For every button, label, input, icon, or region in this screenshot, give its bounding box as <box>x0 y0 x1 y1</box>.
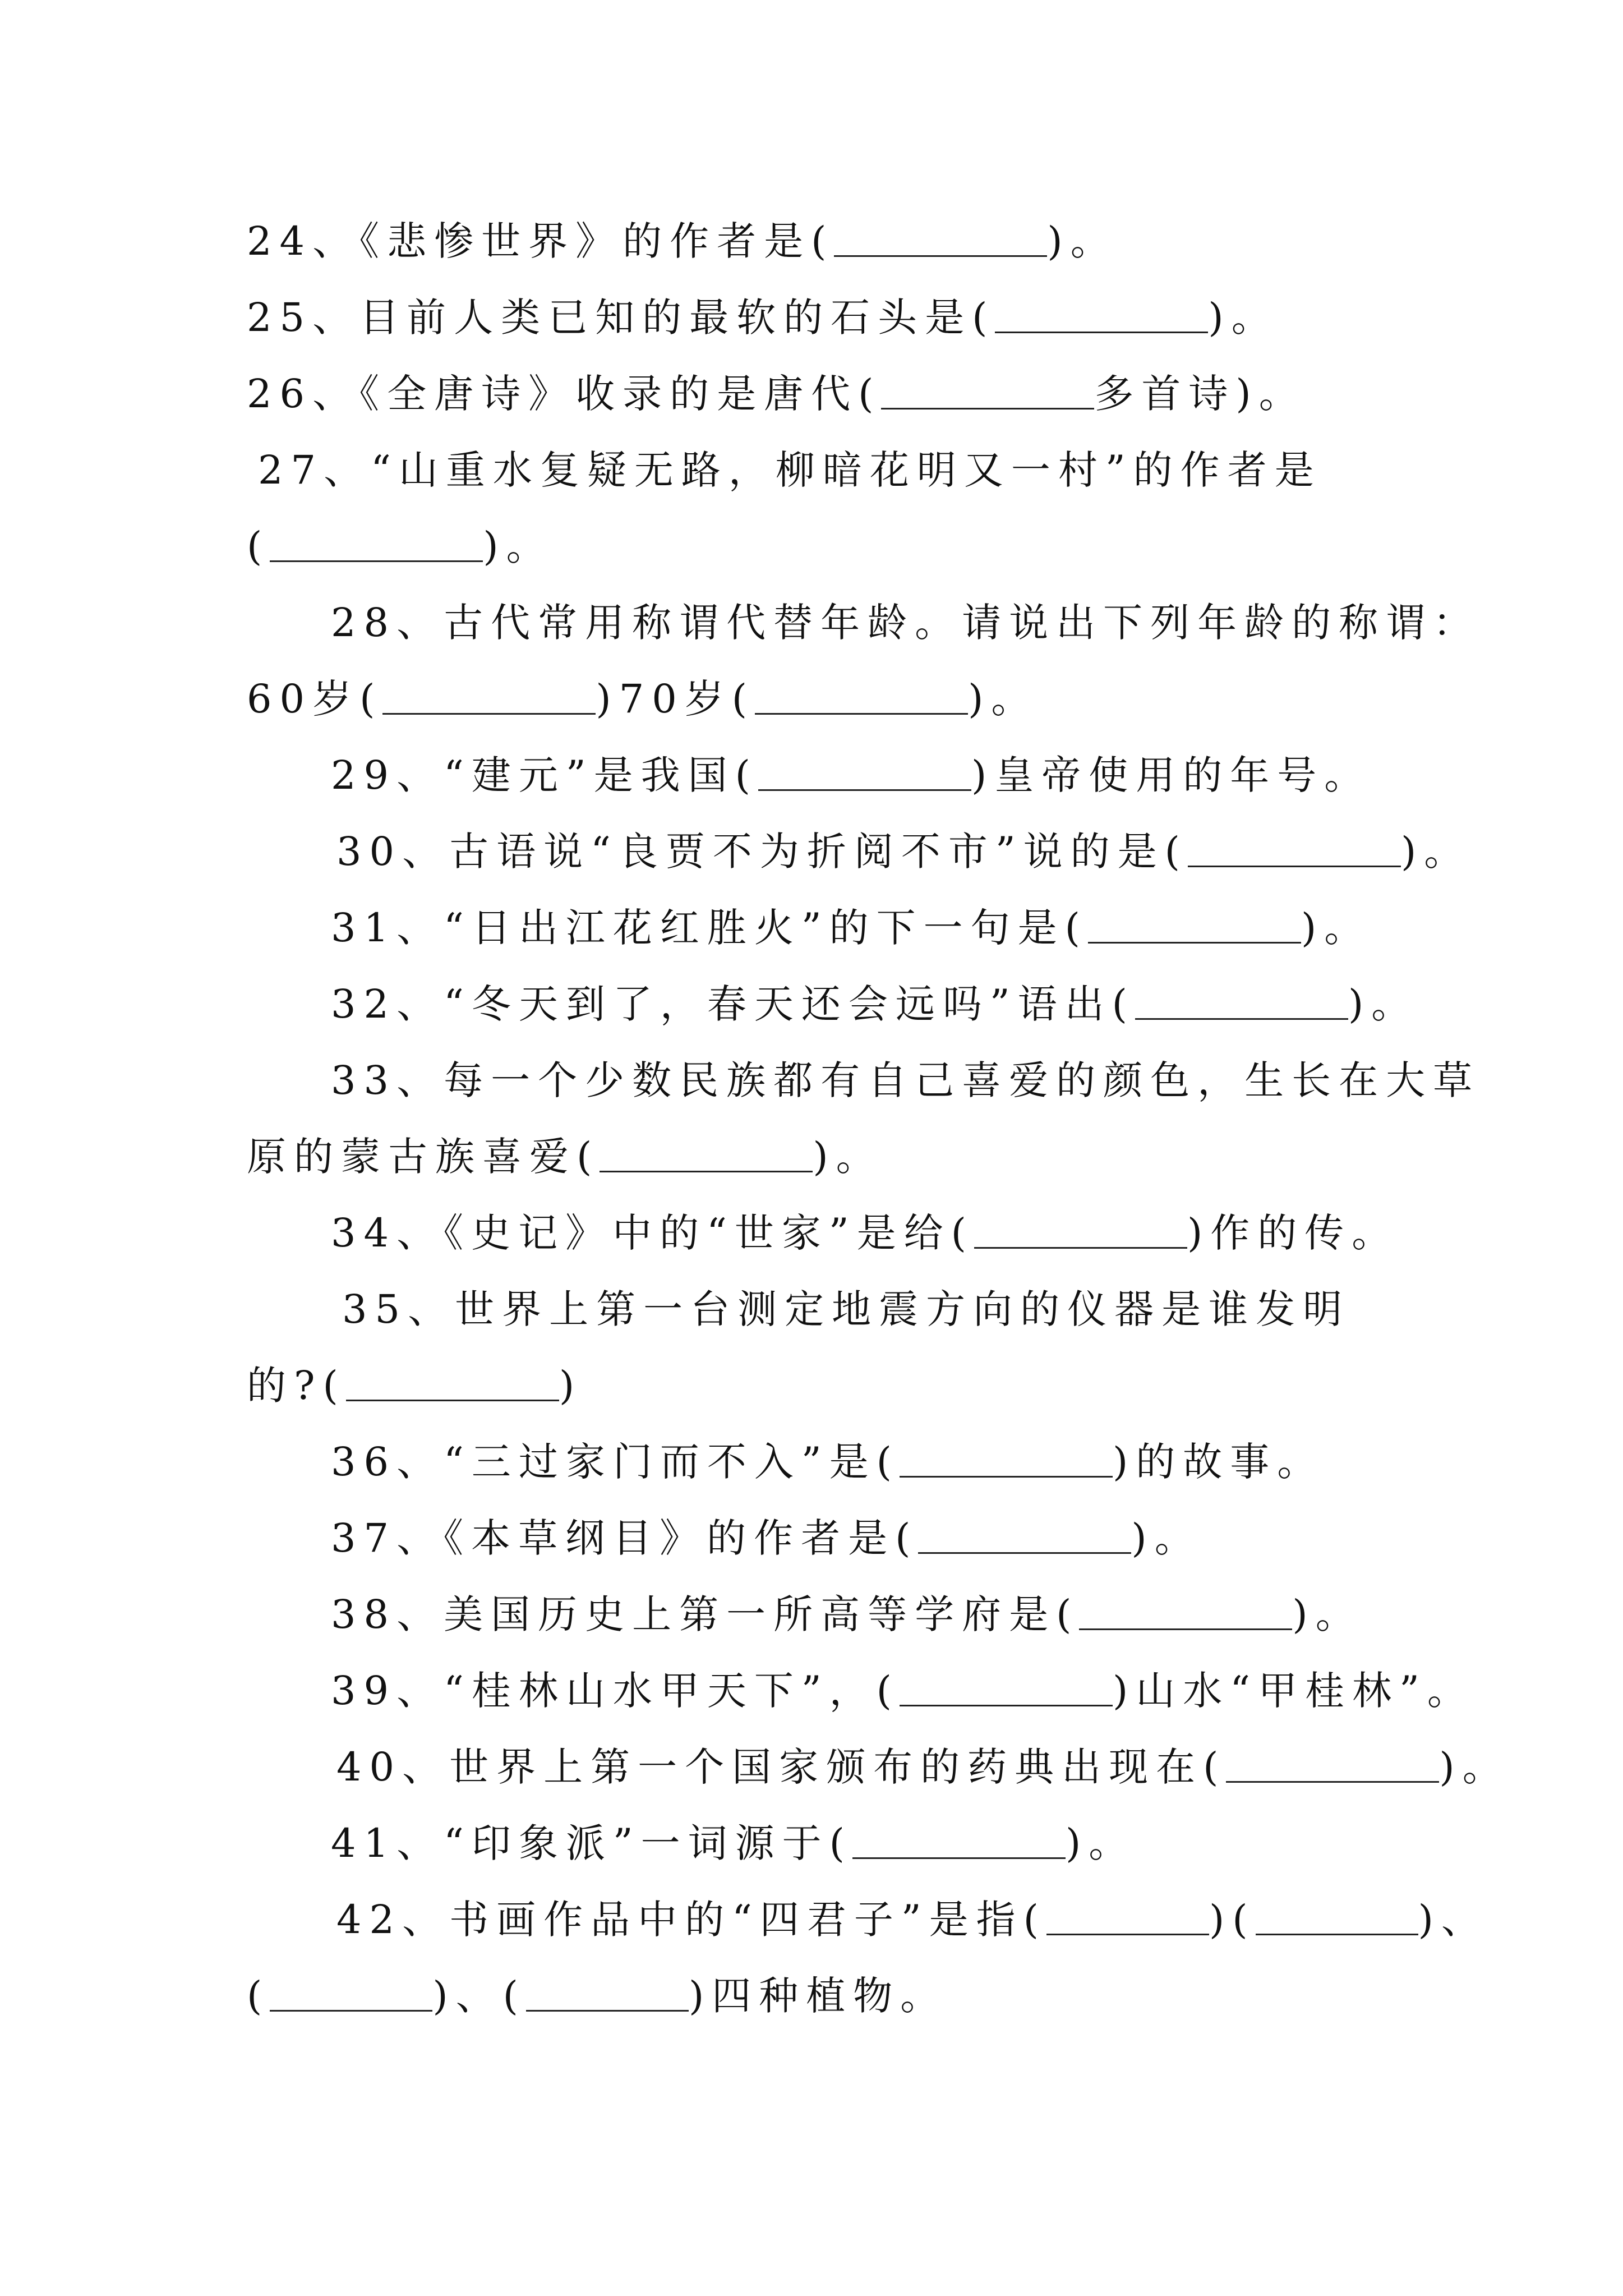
answer-blank[interactable] <box>995 298 1208 333</box>
question-text: )70岁( <box>596 676 755 722</box>
question-text: 60岁( <box>247 676 383 722</box>
question-text: 34、《史记》中的“世家”是给( <box>331 1210 974 1256</box>
question-33-line1 <box>331 1042 1481 1119</box>
answer-blank[interactable] <box>881 374 1094 409</box>
question-text: )。 <box>1208 295 1279 341</box>
question-text: 35、世界上第一台测定地震方向的仪器是谁发明 <box>342 1286 1350 1332</box>
question-42-line2 <box>247 1958 1391 2034</box>
question-26 <box>247 356 1391 432</box>
question-28-line1 <box>331 585 1481 661</box>
answer-blank[interactable] <box>270 527 483 562</box>
question-text: )、 <box>1418 1897 1488 1943</box>
question-text: )。 <box>1065 1820 1136 1866</box>
answer-blank[interactable] <box>758 756 971 791</box>
question-text: )。 <box>968 676 1039 722</box>
answer-blank[interactable] <box>1188 832 1401 867</box>
answer-blank[interactable] <box>1046 1900 1209 1935</box>
question-text: 38、美国历史上第一所高等学府是( <box>331 1591 1080 1637</box>
question-text: 26、《全唐诗》收录的是唐代( <box>247 371 882 417</box>
question-25 <box>247 279 1391 356</box>
question-28-line2 <box>247 661 1391 737</box>
question-text: )山水“甲桂林”。 <box>1112 1668 1474 1714</box>
question-text: 39、“桂林山水甲天下”，( <box>331 1668 900 1714</box>
question-36 <box>331 1424 1475 1500</box>
answer-blank[interactable] <box>526 1976 689 2012</box>
question-text: ( <box>247 1973 270 2019</box>
question-text: 28、古代常用称谓代替年龄。请说出下列年龄的称谓： <box>331 600 1481 646</box>
question-text: 的?( <box>247 1363 346 1409</box>
question-text: )的故事。 <box>1112 1439 1325 1485</box>
question-35-line1 <box>342 1271 1486 1347</box>
question-text: 41、“印象派”一词源于( <box>331 1820 852 1866</box>
question-text: 37、《本草纲目》的作者是( <box>331 1515 919 1561</box>
question-text: )。 <box>1400 829 1472 875</box>
question-text: )。 <box>813 1134 883 1180</box>
answer-blank[interactable] <box>346 1366 559 1401</box>
question-27-line2 <box>247 508 1391 585</box>
question-27-line1 <box>258 432 1402 508</box>
question-text: )。 <box>1047 218 1118 264</box>
answer-blank[interactable] <box>1088 908 1301 944</box>
question-text: 40、世界上第一个国家颁布的药典出现在( <box>336 1744 1227 1790</box>
answer-blank[interactable] <box>1135 984 1348 1020</box>
question-text: 32、“冬天到了，春天还会远吗”语出( <box>331 981 1135 1027</box>
question-38 <box>331 1576 1475 1653</box>
question-text: )。 <box>1301 905 1372 951</box>
question-text: )、( <box>432 1973 526 2019</box>
question-text: ) <box>559 1363 583 1409</box>
answer-blank[interactable] <box>1256 1900 1418 1935</box>
answer-blank[interactable] <box>918 1519 1131 1554</box>
question-text: 36、“三过家门而不入”是( <box>331 1439 900 1485</box>
question-text: 33、每一个少数民族都有自己喜爱的颜色，生长在大草 <box>331 1057 1481 1103</box>
question-34 <box>331 1195 1475 1271</box>
answer-blank[interactable] <box>1226 1747 1439 1783</box>
question-39 <box>331 1653 1475 1729</box>
question-text: )。 <box>1131 1515 1202 1561</box>
question-text: 31、“日出江花红胜火”的下一句是( <box>331 905 1088 951</box>
question-text: )四种植物。 <box>688 1973 948 2019</box>
answer-blank[interactable] <box>382 679 596 715</box>
question-text: ( <box>247 523 270 569</box>
question-29 <box>331 737 1475 813</box>
question-text: 原的蒙古族喜爱( <box>247 1134 600 1180</box>
question-40 <box>336 1729 1510 1805</box>
question-text: 42、书画作品中的“四君子”是指( <box>336 1897 1046 1943</box>
answer-blank[interactable] <box>600 1137 813 1172</box>
question-text: )。 <box>483 523 554 569</box>
question-text: )作的传。 <box>1187 1210 1399 1256</box>
question-41 <box>331 1805 1475 1881</box>
question-text: 24、《悲惨世界》的作者是( <box>247 218 834 264</box>
question-42-line1 <box>336 1881 1488 1958</box>
answer-blank[interactable] <box>755 679 968 715</box>
question-text: 29、“建元”是我国( <box>331 752 758 798</box>
question-text: )( <box>1209 1897 1256 1943</box>
question-24 <box>247 203 1391 279</box>
answer-blank[interactable] <box>1079 1595 1292 1630</box>
question-text: )。 <box>1348 981 1419 1027</box>
question-33-line2 <box>247 1119 1391 1195</box>
question-text: )皇帝使用的年号。 <box>971 752 1372 798</box>
question-text: 多首诗)。 <box>1094 371 1306 417</box>
question-32 <box>331 966 1475 1042</box>
question-text: 27、“山重水复疑无路，柳暗花明又一村”的作者是 <box>258 447 1322 493</box>
question-text: 25、目前人类已知的最软的石头是( <box>247 295 995 341</box>
question-35-line2 <box>247 1347 1391 1424</box>
question-37 <box>331 1500 1475 1576</box>
answer-blank[interactable] <box>270 1976 432 2012</box>
answer-blank[interactable] <box>834 222 1047 257</box>
answer-blank[interactable] <box>852 1824 1066 1859</box>
question-text: )。 <box>1292 1591 1363 1637</box>
question-31 <box>331 890 1475 966</box>
answer-blank[interactable] <box>900 1671 1113 1706</box>
answer-blank[interactable] <box>974 1213 1187 1249</box>
answer-blank[interactable] <box>900 1442 1113 1478</box>
question-text: )。 <box>1439 1744 1510 1790</box>
question-30 <box>336 813 1481 890</box>
question-text: 30、古语说“良贾不为折阅不市”说的是( <box>336 829 1188 875</box>
